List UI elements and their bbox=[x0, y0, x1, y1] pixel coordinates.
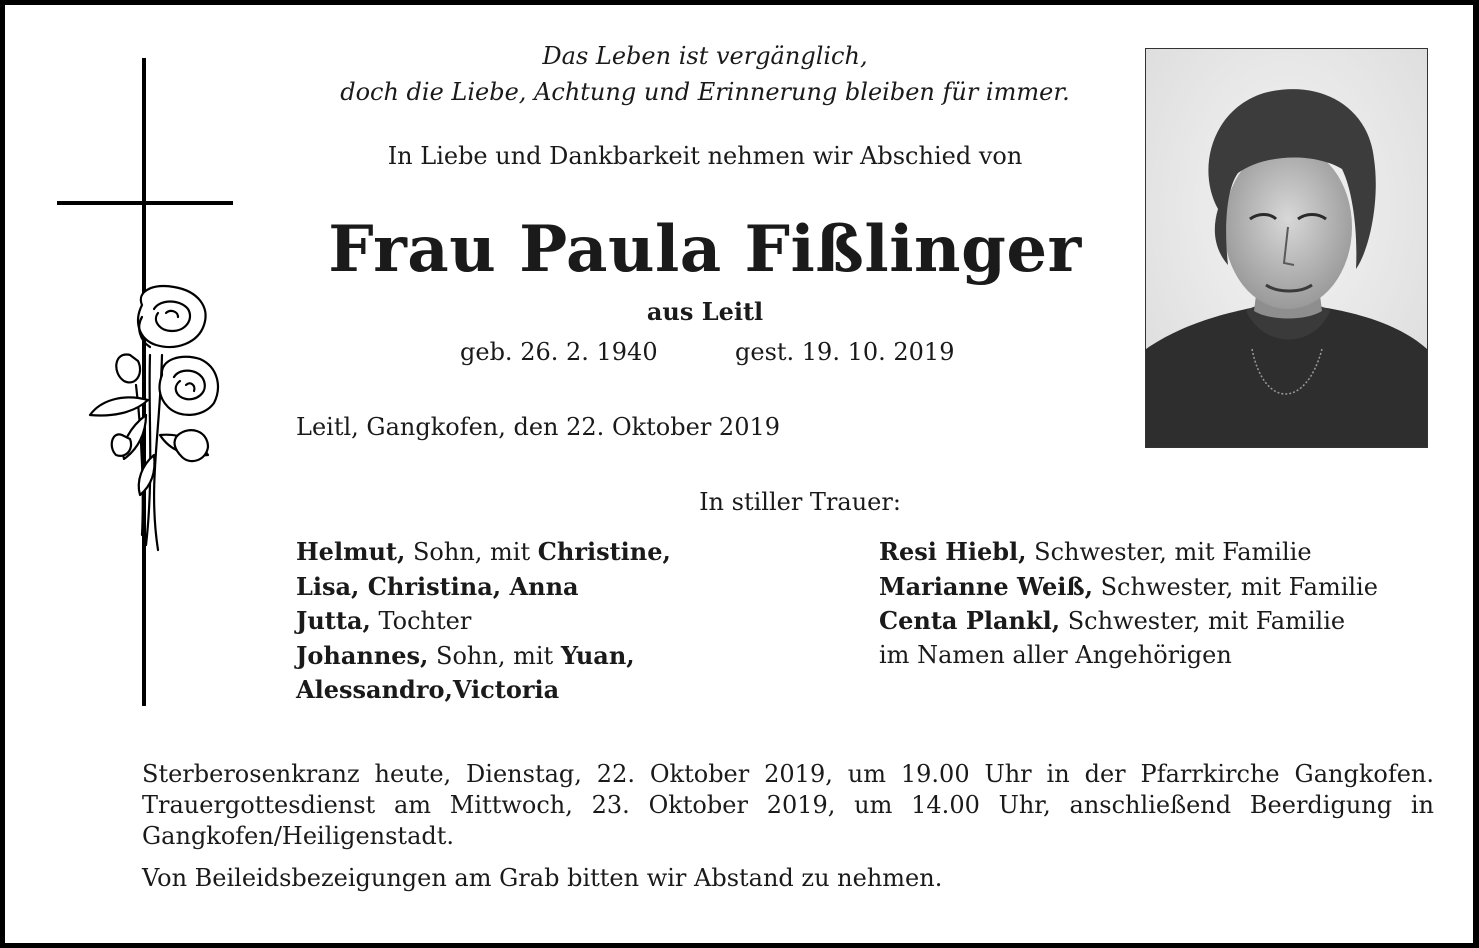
deceased-photo bbox=[1145, 48, 1428, 448]
mourner-relation: Schwester, mit Familie bbox=[1092, 572, 1378, 601]
motto-line-2: doch die Liebe, Achtung und Erinnerung bleiben für immer. bbox=[340, 78, 1070, 106]
mourner-line bbox=[879, 639, 1378, 673]
mourner-line bbox=[296, 570, 671, 605]
mourner-line bbox=[296, 535, 671, 570]
mourner-name: Christine, bbox=[537, 537, 671, 566]
mourner-relation: Tochter bbox=[370, 607, 472, 635]
mourner-line bbox=[296, 673, 671, 708]
mourner-name: Resi Hiebl, bbox=[879, 537, 1027, 566]
mourner-name: Jutta, bbox=[296, 606, 371, 635]
cross-with-roses-icon bbox=[50, 55, 240, 710]
mourner-relation: Schwester, mit Familie bbox=[1060, 607, 1346, 635]
mourners-list-right bbox=[879, 535, 1378, 672]
deceased-name: Frau Paula Fißlinger bbox=[328, 212, 1082, 287]
mourner-name: Helmut, bbox=[296, 537, 406, 566]
mourner-line bbox=[296, 639, 671, 674]
mourner-relation: im Namen aller Angehörigen bbox=[879, 640, 1232, 669]
mourners-heading: In stiller Trauer: bbox=[699, 488, 901, 516]
death-date: gest. 19. 10. 2019 bbox=[735, 338, 955, 366]
place-and-date: Leitl, Gangkofen, den 22. Oktober 2019 bbox=[296, 413, 780, 441]
mourner-name: Marianne Weiß, bbox=[879, 571, 1093, 601]
mourner-relation: Schwester, mit Familie bbox=[1026, 538, 1312, 566]
mourner-name: Lisa, Christina, Anna bbox=[296, 571, 579, 601]
intro-text: In Liebe und Dankbarkeit nehmen wir Abschied von bbox=[387, 142, 1023, 170]
motto-line-1: Das Leben ist vergänglich, bbox=[542, 42, 868, 70]
mourner-line bbox=[879, 604, 1378, 639]
mourner-line bbox=[879, 535, 1378, 570]
condolence-notice: Von Beileidsbezeigungen am Grab bitten wir Abstand zu nehmen. bbox=[142, 864, 943, 892]
birth-date: geb. 26. 2. 1940 bbox=[460, 338, 658, 366]
mourner-relation: Sohn, mit bbox=[405, 538, 538, 566]
deceased-origin: aus Leitl bbox=[646, 297, 764, 326]
mourner-relation: Sohn, mit bbox=[428, 641, 561, 670]
mourner-name: Johannes, bbox=[296, 640, 429, 670]
service-notice: Sterberosenkranz heute, Dienstag, 22. Oktober 2019, um 19.00 Uhr in der Pfarrkirche Gangkofen. Trauergottesdienst am Mittwoch, 23. Oktober 2019, um 14.00 Uhr, anschließend Beerdigung in Gangkofen/Heiligenstadt. bbox=[142, 760, 1434, 850]
mourner-line bbox=[296, 604, 671, 639]
mourner-line bbox=[879, 570, 1378, 605]
mourners-list-left bbox=[296, 535, 671, 708]
mourner-name: Centa Plankl, bbox=[879, 606, 1061, 635]
mourner-name: Alessandro,Victoria bbox=[296, 675, 560, 704]
portrait-image bbox=[1146, 49, 1427, 447]
mourner-name: Yuan, bbox=[560, 640, 635, 670]
